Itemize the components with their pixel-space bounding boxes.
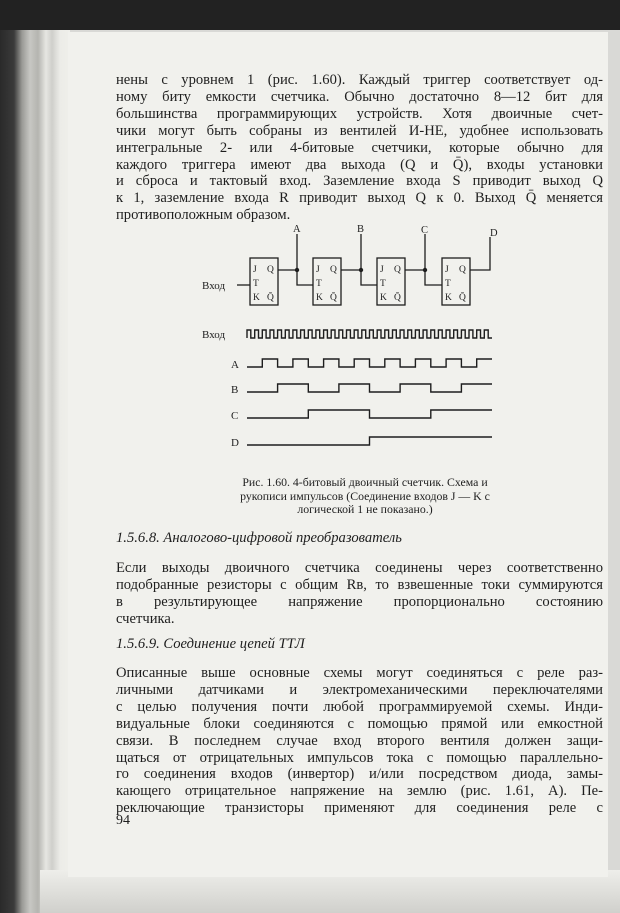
text-line: видуальные блоки соединяются с помощью прямой или емкостной [116, 715, 603, 732]
junction-dot [359, 268, 363, 272]
wave-b [247, 384, 492, 392]
text-line: большинства программирующих устройств. Хотя двоичные счет- [116, 105, 603, 122]
pin-t: T [316, 279, 322, 289]
junction-dot [423, 268, 427, 272]
pin-q-bar: Q̄ [330, 293, 337, 303]
text-line: Если выходы двоичного счетчика соединены через соответственно [116, 560, 603, 576]
pin-j: J [380, 265, 384, 275]
text-line: Описанные выше основные схемы могут соединяться с реле раз- [116, 665, 603, 681]
flipflop-4-pins [445, 265, 466, 303]
caption-line: логической 1 не показано.) [297, 502, 433, 517]
text-line: с целью получения почти любой программируемой схемы. Инди- [116, 698, 603, 715]
output-label-b: B [357, 224, 365, 235]
flipflop-2-pins [316, 265, 337, 303]
timing-label-input: Вход [202, 329, 226, 341]
wave-c [247, 410, 492, 418]
text-line: подобранные резисторы с общим Rв, то взвешенные токи суммируются [116, 576, 603, 593]
text-line: го соединения входов (инвертор) и/или посредством диода, замы- [116, 766, 603, 783]
junction-dot [295, 268, 299, 272]
text-line: щаться от отрицательных импульсов тока с помощью параллельно- [116, 749, 603, 766]
pin-k: K [253, 293, 260, 303]
section-heading-1-5-6-8: 1.5.6.8. Аналогово-цифровой преобразователь [116, 530, 402, 546]
wire-q1 [278, 270, 313, 285]
pin-q: Q [394, 265, 401, 275]
pin-j: J [253, 265, 257, 275]
wire-q2 [341, 270, 377, 285]
text-line: противоположным образом. [116, 207, 291, 224]
wave-d [247, 437, 492, 445]
pin-j: J [445, 265, 449, 275]
text-line: ному биту емкости счетчика. Обычно достаточно 8—12 бит для [116, 88, 603, 105]
pin-q: Q [267, 265, 274, 275]
text-line: каждого триггера имеют два выхода (Q и Q̄), входы установки [116, 156, 603, 173]
pin-k: K [380, 293, 387, 303]
text-line: кающего отрицательное напряжение на землю (рис. 1.61, А). Пе- [116, 783, 603, 800]
output-label-d: D [490, 228, 498, 239]
pin-q-bar: Q̄ [267, 293, 274, 303]
output-label-c: C [421, 225, 429, 236]
caption-line: рукописи импульсов (Соединение входов J — K с [240, 488, 490, 503]
counter-circuit [237, 234, 490, 305]
circuit-input-label: Вход [202, 280, 226, 292]
section-1-5-6-9-paragraph [116, 665, 603, 817]
wave-a [247, 359, 492, 367]
flipflop-1-pins [253, 265, 274, 303]
timing-label-d: D [231, 437, 239, 449]
pin-q: Q [459, 265, 466, 275]
pin-t: T [380, 279, 386, 289]
text-line: связи. В последнем случае вход второго вентиля должен защи- [116, 732, 603, 749]
text-line: нены с уровнем 1 (рис. 1.60). Каждый триггер соответствует од- [116, 72, 603, 88]
flipflop-3-pins [380, 265, 401, 303]
pin-q-bar: Q̄ [459, 293, 466, 303]
page-number: 94 [116, 813, 130, 828]
pin-j: J [316, 265, 320, 275]
timing-label-c: C [231, 410, 239, 422]
text-line: счетчика. [116, 610, 175, 627]
text-line: в результирующее напряжение пропорционально состоянию [116, 593, 603, 610]
text-line: к 1, заземление входа R приводит выход Q к 0. Выход Q̄ меняется [116, 190, 603, 207]
pin-k: K [316, 293, 323, 303]
timing-waveforms [247, 330, 492, 445]
pin-q-bar: Q̄ [394, 293, 401, 303]
figure-caption [200, 476, 530, 517]
tap-d [470, 237, 490, 270]
timing-labels [202, 329, 239, 449]
pin-t: T [445, 279, 451, 289]
pin-k: K [445, 293, 452, 303]
pin-t: T [253, 279, 259, 289]
text-line: интегральные 2- или 4-битовые счетчики, которые обычно для [116, 139, 603, 156]
section-heading-1-5-6-9: 1.5.6.9. Соединение цепей ТТЛ [116, 636, 305, 652]
text-line: чики могут быть собраны из вентилей И-НЕ, удобнее использовать [116, 122, 603, 139]
caption-line: Рис. 1.60. 4-битовый двоичный счетчик. Схема и [242, 475, 488, 489]
wave-input [247, 330, 492, 338]
text-line: и сброса и тактовый вход. Заземление входа S приводит выход Q [116, 173, 603, 190]
timing-label-a: A [231, 359, 239, 371]
timing-label-b: B [231, 384, 239, 396]
text-line: личными датчиками и электромеханическими переключателями [116, 681, 603, 698]
pin-q: Q [330, 265, 337, 275]
section-1-5-6-8-paragraph [116, 560, 603, 628]
text-line: реключающие транзисторы применяют для соединения реле с [116, 800, 603, 817]
wire-q3 [405, 270, 442, 285]
output-label-a: A [293, 224, 301, 235]
